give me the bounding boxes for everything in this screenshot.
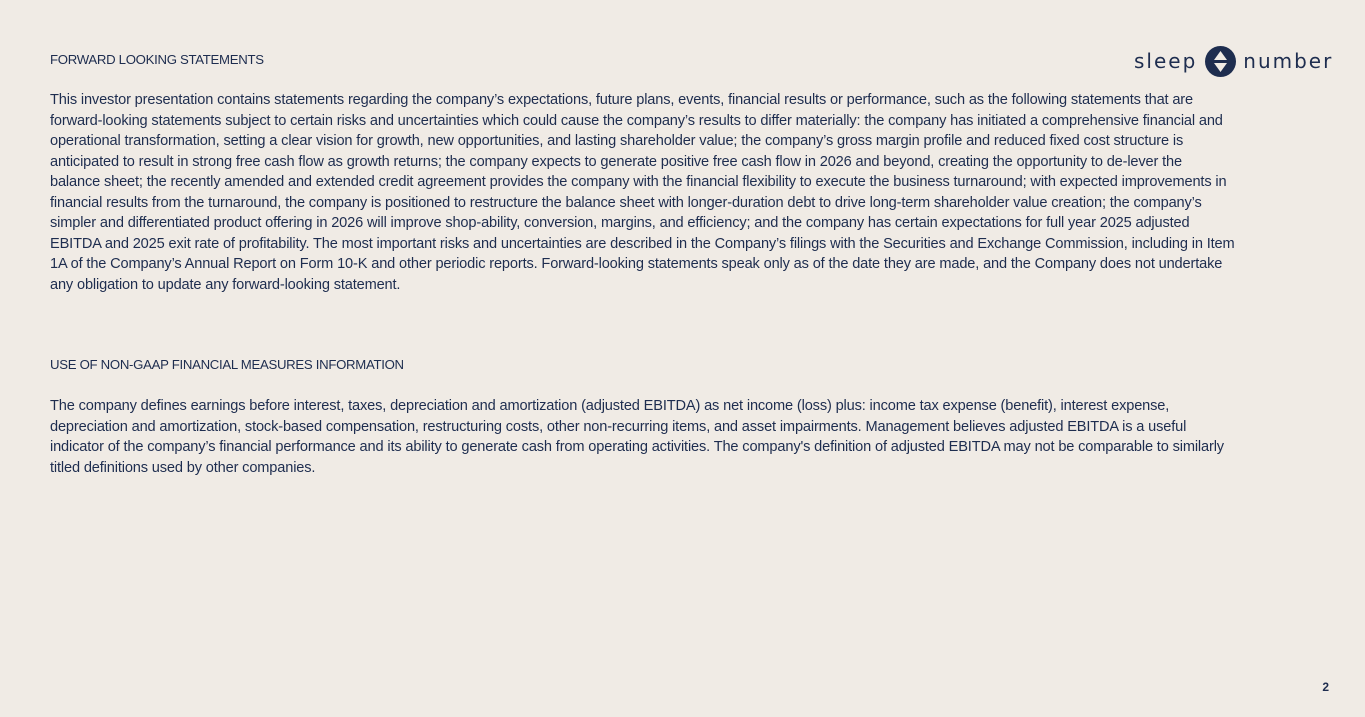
logo-word-sleep: sleep <box>1134 49 1198 73</box>
non-gaap-body: The company defines earnings before interest, taxes, depreciation and amortization (adjusted EBITDA) as net income (loss) plus: income tax expense (benefit), interest expense, depreciation and amortization, stock-based compensation, restructuring costs, other non-recurring items, and asset impairments. Management believes adjusted EBITDA is a useful indicator of the company’s financial performance and its ability to generate cash from operating activities. The company's definition of adjusted EBITDA may not be comparable to similarly titled definitions used by other companies. <box>50 398 1224 476</box>
forward-looking-body: This investor presentation contains statements regarding the company’s expectations, future plans, events, financial results or performance, such as the following statements that are forward-looking statements subject to certain risks and uncertainties which could cause the company’s results to differ materially: the company has initiated a comprehensive financial and operational transformation, setting a clear vision for growth, new opportunities, and lasting shareholder value; the company’s gross margin profile and reduced fixed cost structure is anticipated to result in strong free cash flow as growth returns; the company expects to generate positive free cash flow in 2026 and beyond, creating the opportunity to de-lever the balance sheet; the recently amended and extended credit agreement provides the company with the financial flexibility to execute the business turnaround; with expected improvements in financial results from the turnaround, the company is positioned to restructure the balance sheet with longer-duration debt to drive long-term shareholder value creation; the company’s simpler and differentiated product offering in 2026 will improve shop-ability, conversion, margins, and efficiency; and the company has certain expectations for full year 2025 adjusted EBITDA and 2025 exit rate of profitability. The most important risks and uncertainties are described in the Company’s filings with the Securities and Exchange Commission, including in Item 1A of the Company’s Annual Report on Form 10-K and other periodic reports. Forward-looking statements speak only as of the date they are made, and the Company does not undertake any obligation to update any forward-looking statement. <box>50 92 1235 293</box>
page-number: 2 <box>1322 680 1329 694</box>
sleep-number-logo <box>1134 44 1333 78</box>
sleep-number-diamond-icon <box>1205 46 1236 77</box>
non-gaap-heading: USE OF NON-GAAP FINANCIAL MEASURES INFORMATION <box>50 357 404 372</box>
logo-word-number: number <box>1243 49 1334 73</box>
forward-looking-heading: FORWARD LOOKING STATEMENTS <box>50 52 264 67</box>
